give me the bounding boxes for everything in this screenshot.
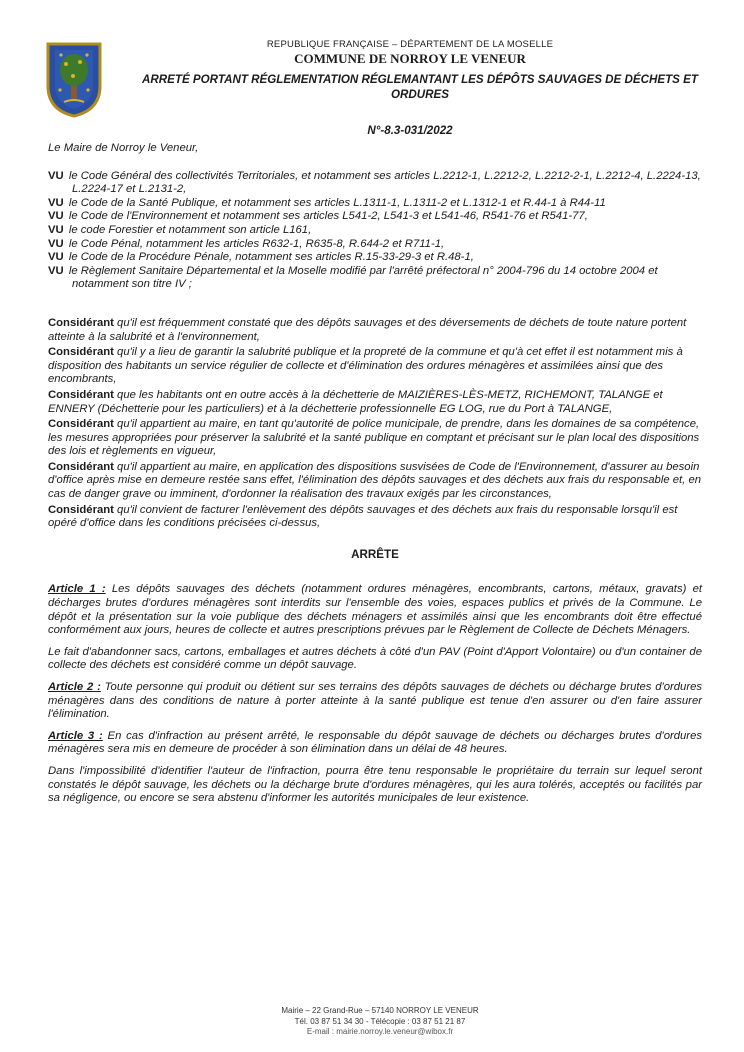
arrete-heading: ARRÊTE [351, 547, 399, 561]
vu-item: VU le Code de la Procédure Pénale, notamment ses articles R.15-33-29-3 et R.48-1, [48, 251, 474, 264]
vu-item: VU le Code de l'Environnement et notamment ses articles L541-2, L541-3 et L541-46, R541-76 et R541-77, [48, 210, 588, 223]
header-republique: REPUBLIQUE FRANÇAISE – DÉPARTEMENT DE LA MOSELLE [266, 39, 554, 50]
footer-address: Mairie – 22 Grand-Rue – 57140 NORROY LE VENEUR [281, 1006, 479, 1015]
vu-item: VU le Règlement Sanitaire Départemental et la Moselle modifié par l'arrêté préfectoral n° 2004-796 du 14 octobre 2004 et notamment son titre IV ; [48, 264, 658, 291]
footer [200, 1006, 560, 1038]
footer-phone: Tél. 03 87 51 34 30 - Télécopie : 03 87 51 21 87 [294, 1016, 466, 1026]
considerant-item: Considérant qu'il appartient au maire, en application des dispositions susvisées de Code de l'Environnement, d'assurer au besoin d'office après mise en demeure restée sans effet, l'élimination des dépôts sauvages et des déchets aux frais du responsable et, en cas de danger grave ou imminent, d'ordonner la réalisation des travaux exigés par les circonstances, [48, 460, 702, 501]
document-body [48, 142, 702, 814]
considerant-keyword: Considérant [48, 460, 114, 473]
vu-keyword: VU [48, 169, 64, 182]
header-commune: COMMUNE DE NORROY LE VENEUR [294, 51, 526, 66]
considerant-keyword: Considérant [48, 503, 114, 516]
considerant-keyword: Considérant [48, 346, 114, 359]
article-1-paragraph-2: Le fait d'abandonner sacs, cartons, emballages et autres déchets à côté d'un PAV (Point d'Apport Volontaire) ou d'un container de collecte des déchets est considéré comme un dépôt sauvage. [48, 645, 702, 672]
vu-item: VU le Code Pénal, notamment les articles R632-1, R635-8, R.644-2 et R711-1, [48, 237, 445, 250]
article-2: Article 2 : Toute personne qui produit ou détient sur ses terrains des dépôts sauvages de déchets ou décharge brutes d'ordures ménagères dans des conditions de nature à porter atteinte à la santé publique est tenue d'en assurer ou d'en faire assurer l'élimination. [48, 681, 703, 721]
vu-list [48, 170, 702, 292]
footer-email: E-mail : mairie.norroy.le.veneur@wibox.fr [306, 1027, 454, 1036]
article-1-label: Article 1 : [48, 583, 106, 596]
vu-item: VU le Code de la Santé Publique, et notamment ses articles L.1311-1, L.1311-2 et L.1312-1 et R.44-1 à R44-11 [48, 196, 606, 209]
vu-keyword: VU [48, 223, 64, 236]
maire-intro: Le Maire de Norroy le Veneur, [48, 142, 199, 154]
considerant-item: Considérant qu'il convient de facturer l'enlèvement des dépôts sauvages et des déchets aux frais du responsable lorsqu'il est opéré d'office dans les conditions précisées ci-dessus, [48, 503, 678, 530]
article-3-label: Article 3 : [48, 729, 103, 742]
document-reference: N°-8.3-031/2022 [367, 124, 453, 137]
considerant-item: Considérant qu'il est fréquemment constaté que des dépôts sauvages et des déversements de déchets de toute nature portent atteinte à la salubrité et à l'environnement, [48, 316, 687, 343]
vu-keyword: VU [48, 196, 64, 209]
vu-item: VU le Code Général des collectivités Territoriales, et notamment ses articles L.2212-1, L.2212-2, L.2212-2-1, L.2212-4, L.2224-13, L.2224-17 et L.2131-2, [48, 169, 701, 196]
vu-keyword: VU [48, 210, 64, 223]
considerant-keyword: Considérant [48, 388, 114, 401]
considerant-keyword: Considérant [48, 418, 114, 431]
article-3: Article 3 : En cas d'infraction au présent arrêté, le responsable du dépôt sauvage de déchets ou décharges brutes d'ordures ménagères sera mis en demeure de procéder à son élimination dans un délai de 48 heures. [48, 729, 703, 756]
article-1: Article 1 : Les dépôts sauvages des déchets (notamment ordures ménagères, encombrants, cartons, métaux, gravats) et décharges brutes d'ordures ménagères sont interdits sur l'ensemble des voies, espaces publics et privés de la Commune. Le dépôt et la présentation sur la voie publique des déchets ménagers et assimilés ainsi que les encombrants doit être effectué conformément aux jours, heures de collecte et autres prescriptions prévues par le Règlement de Collecte de Déchets Ménagers. [48, 583, 702, 637]
article-3-paragraph-2: Dans l'impossibilité d'identifier l'auteur de l'infraction, pourra être tenu responsable le propriétaire du terrain sur lequel seront constatés le dépôt sauvage, les déchets ou la décharge brute d'ordures ménagères, qui les aura tolérés, acceptés ou facilités par sa négligence, ou encore se sera abstenu d'informer les autorités municipales de leur existence. [48, 764, 702, 805]
vu-item: VU le code Forestier et notamment son article L161, [48, 223, 312, 236]
considerant-item: Considérant qu'il appartient au maire, en tant qu'autorité de police municipale, de prendre, dans les domaines de sa compétence, les mesures appropriées pour préserver la salubrité et la santé publique en comptant et précisant sur le plan local des dispositions des lois et règlements en vigueur, [48, 418, 700, 458]
considerant-item: Considérant qu'il y a lieu de garantir la salubrité publique et la propreté de la commune et qu'à cet effet il est notamment mis à disposition des habitants un service régulier de collecte et d'élimination des ordures ménagères et assimilées ainsi que des encombrants, [48, 346, 683, 386]
vu-keyword: VU [48, 251, 64, 264]
document-title: ARRETÉ PORTANT RÉGLEMENTATION RÉGLEMANTANT LES DÉPÔTS SAUVAGES DE DÉCHETS ET ORDURES [142, 73, 698, 101]
considerant-item: Considérant que les habitants ont en outre accès à la déchetterie de MAIZIÈRES-LÈS-METZ, RICHEMONT, TALANGE et ENNERY (Déchetterie pour les particuliers) et à la déchetterie professionnelle EG LOG, rue du Port à TALANGE, [48, 388, 663, 415]
vu-keyword: VU [48, 264, 64, 277]
considerant-keyword: Considérant [48, 316, 114, 329]
article-2-label: Article 2 : [48, 681, 101, 693]
coat-of-arms-icon [46, 40, 102, 118]
vu-keyword: VU [48, 237, 64, 250]
